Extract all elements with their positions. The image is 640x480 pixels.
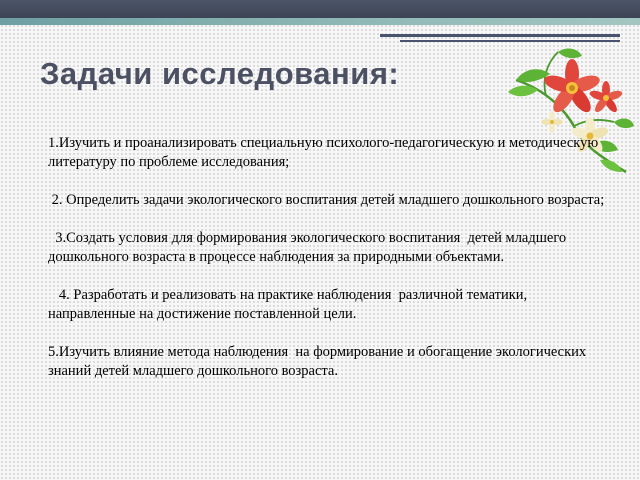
task-item-4: 4. Разработать и реализовать на практике наблюдения различной тематики, направленные на достижение поставленной цели. (48, 287, 531, 322)
slide-title: Задачи исследования: (40, 56, 400, 91)
task-list (48, 134, 608, 400)
accent-band (0, 18, 640, 25)
task-item-2: 2. Определить задачи экологического воспитания детей младшего дошкольного возраста; (48, 192, 605, 208)
decorative-line (380, 34, 620, 37)
task-item-3: 3.Создать условия для формирования экологического воспитания детей младшего дошкольного возраста в процессе наблюдения за природными объектами. (48, 230, 570, 265)
task-item-5: 5.Изучить влияние метода наблюдения на формирование и обогащение экологических знаний детей младшего дошкольного возраста. (48, 344, 590, 379)
top-bar (0, 0, 640, 18)
task-item-1: 1.Изучить и проанализировать специальную психолого-педагогическую и методическую литературу по проблеме исследования; (48, 135, 602, 170)
